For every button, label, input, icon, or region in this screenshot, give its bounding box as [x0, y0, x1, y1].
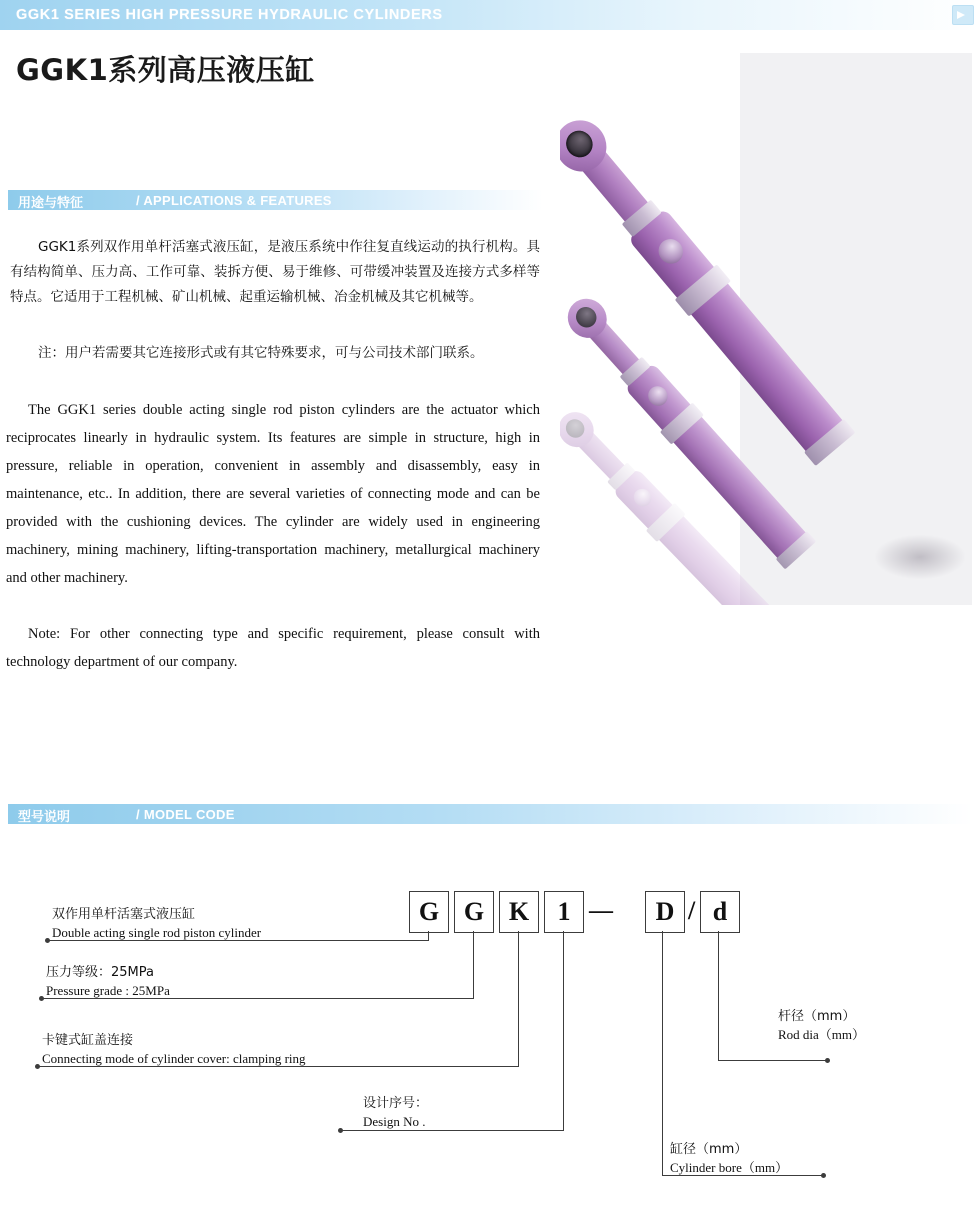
label-rod-dia [778, 1008, 865, 1044]
code-box-3: K [499, 891, 539, 933]
leader-dot [35, 1064, 40, 1069]
label-double-acting-cn: 双作用单杆活塞式液压缸 [52, 907, 196, 922]
leader-line [662, 931, 663, 1176]
code-box-6: d [700, 891, 740, 933]
model-code-diagram [0, 830, 980, 1228]
code-box-2: G [454, 891, 494, 933]
leader-dot [39, 996, 44, 1001]
leader-dot [821, 1173, 826, 1178]
section-header-model-code [8, 804, 973, 824]
leader-line [718, 931, 719, 1061]
leader-line [473, 931, 474, 999]
page-forward-icon[interactable] [952, 5, 974, 25]
label-connecting-mode [42, 1032, 306, 1068]
paragraph-cn-note: 注：用户若需要其它连接形式或有其它特殊要求，可与公司技术部门联系。 [38, 345, 484, 361]
code-box-1: G [409, 891, 449, 933]
section-header-model-code-en: / MODEL CODE [136, 807, 235, 822]
code-box-4: 1 [544, 891, 584, 933]
cylinder-eye-hole [572, 303, 601, 332]
label-cylinder-bore-en: Cylinder bore（mm） [670, 1160, 789, 1175]
leader-dot [338, 1128, 343, 1133]
label-connecting-mode-cn: 卡键式缸盖连接 [42, 1033, 134, 1048]
label-design-no-cn: 设计序号： [363, 1096, 429, 1111]
label-design-no [363, 1095, 428, 1131]
leader-line [518, 931, 519, 1067]
label-rod-dia-en: Rod dia（mm） [778, 1027, 866, 1042]
leader-line [563, 931, 564, 1131]
label-cylinder-bore [670, 1141, 788, 1177]
code-box-5: D [645, 891, 685, 933]
label-cylinder-bore-cn: 缸径（mm） [670, 1142, 748, 1157]
page-title: GGK1系列高压液压缸 [16, 53, 315, 87]
cylinder-eye-hole [561, 125, 598, 162]
paragraph-en-intro: The GGK1 series double acting single rod piston cylinders are the actuator which reciprocates linearly in hydraulic system. Its features are simple in structure, high in pressure, reliable in operation, convenient in assembly and disassembly, easy in maintenance, etc.. In addition, there are several varieties of connecting mode and can be provided with the cushioning devices. The cylinder are widely used in engineering machinery, mining machinery, lifting-transportation machinery, metallurgical machinery and other machinery. [6, 402, 540, 586]
product-photo [560, 35, 972, 605]
photo-shadow [875, 535, 965, 579]
section-header-model-code-cn: 型号说明 [18, 810, 71, 825]
label-double-acting [52, 906, 261, 942]
label-pressure-grade-en: Pressure grade : 25MPa [46, 983, 170, 998]
label-pressure-grade [46, 964, 170, 1000]
leader-dot [825, 1058, 830, 1063]
leader-dot [45, 938, 50, 943]
section-header-applications-cn: 用途与特征 [18, 196, 84, 211]
label-design-no-en: Design No . [363, 1114, 426, 1129]
banner-title: GGK1 SERIES HIGH PRESSURE HYDRAULIC CYLINDERS [16, 7, 443, 23]
leader-line [718, 1060, 828, 1061]
top-banner [0, 0, 980, 30]
paragraph-en-note: Note: For other connecting type and specific requirement, please consult with technology department of our company. [6, 626, 540, 670]
section-header-applications [8, 190, 543, 210]
label-rod-dia-cn: 杆径（mm） [778, 1009, 856, 1024]
code-separator-slash: / [688, 896, 696, 925]
paragraph-cn-intro: GGK1系列双作用单杆活塞式液压缸，是液压系统中作往复直线运动的执行机构。具有结构简单、压力高、工作可靠、装拆方便、易于维修、可带缓冲装置及连接方式多样等特点。它适用于工程机械、矿山机械、起重运输机械、冶金机械及其它机械等。 [10, 239, 540, 305]
label-pressure-grade-cn: 压力等级：25MPa [46, 965, 154, 980]
section-header-applications-en: / APPLICATIONS & FEATURES [136, 193, 332, 208]
label-double-acting-en: Double acting single rod piston cylinder [52, 925, 262, 940]
cylinder-eye-hole [562, 415, 588, 441]
code-separator-dash: — [589, 898, 613, 924]
label-connecting-mode-en: Connecting mode of cylinder cover: clamping ring [42, 1051, 306, 1066]
